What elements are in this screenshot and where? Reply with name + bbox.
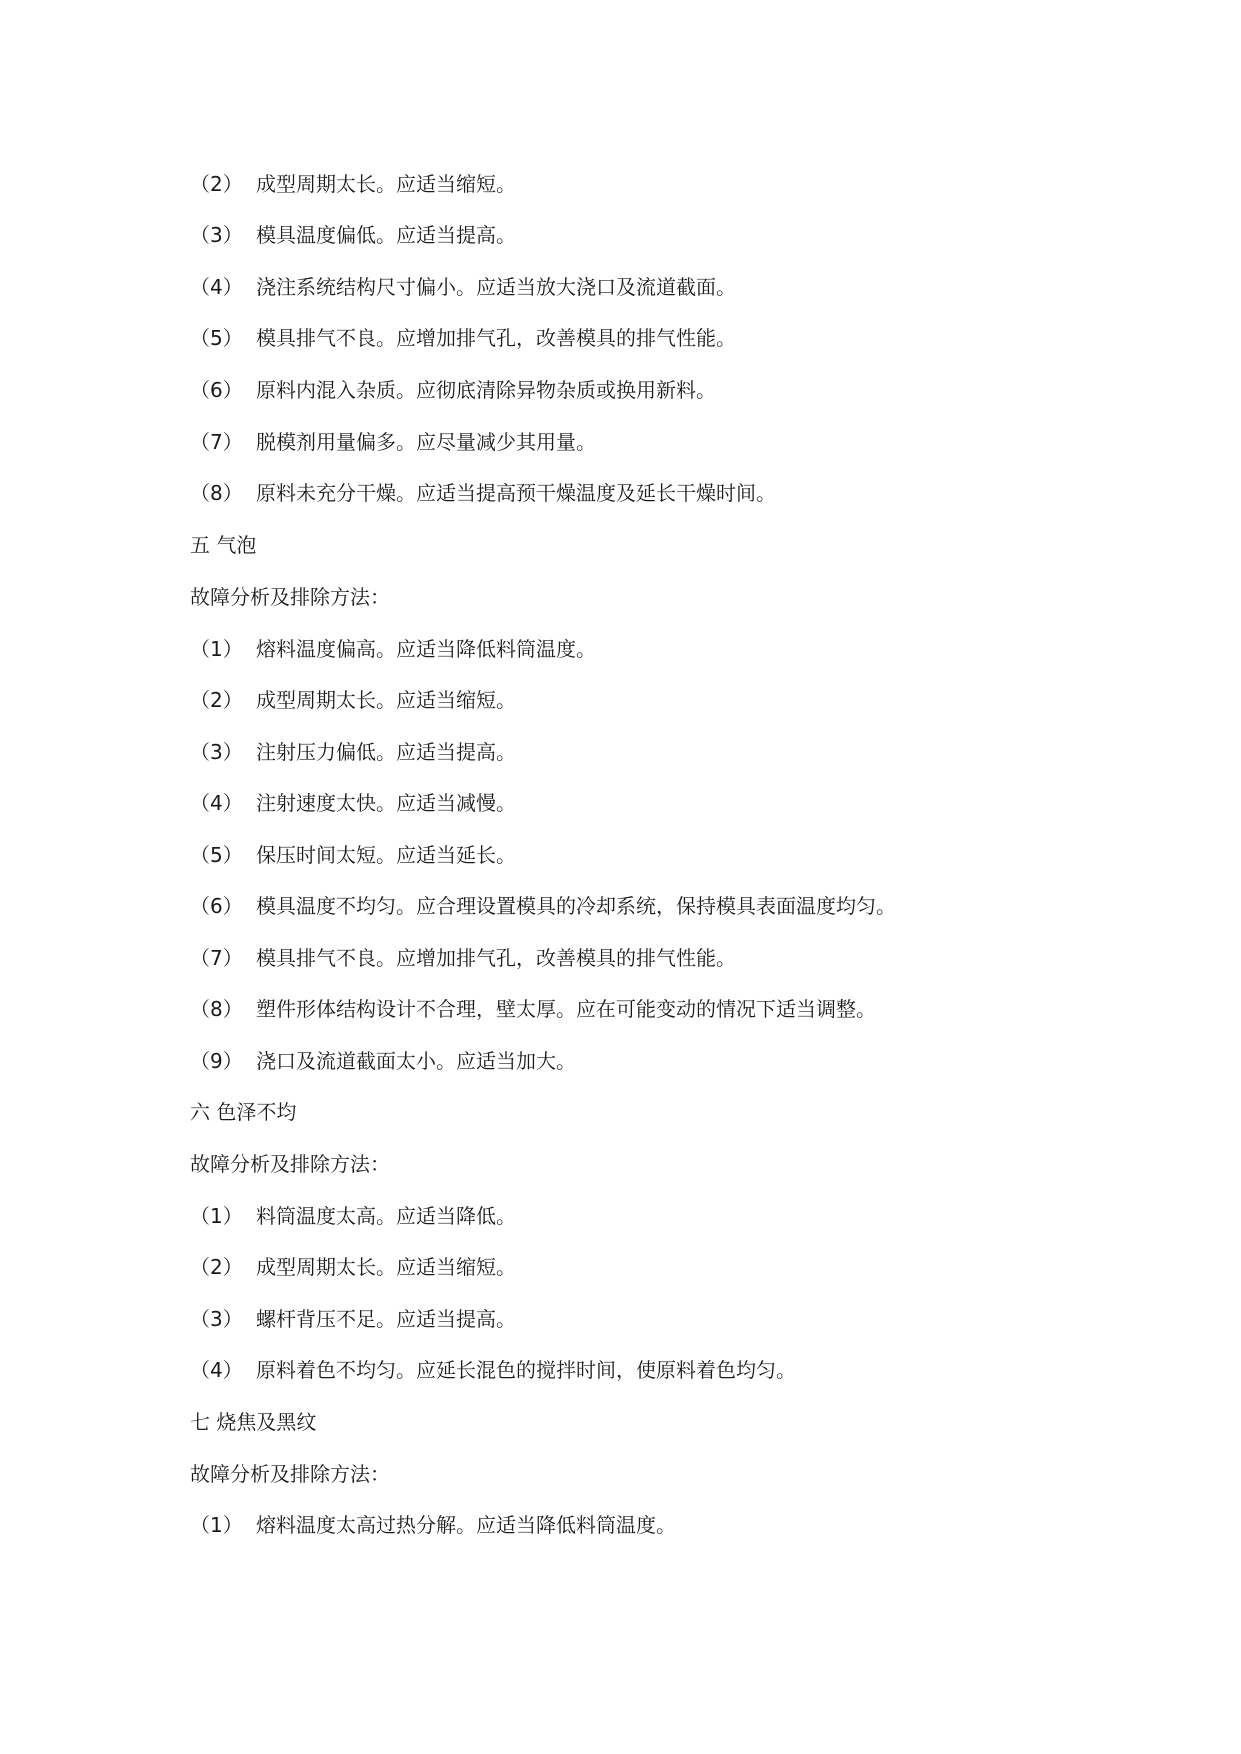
list-item [190,945,736,971]
item-number: （3） [190,740,243,764]
list-item [190,274,736,300]
list-item [190,1357,796,1383]
item-number: （5） [190,843,243,867]
item-text: 浇口及流道截面太小。应适当加大。 [256,1049,576,1073]
list-item [190,222,516,248]
item-text: 注射压力偏低。应适当提高。 [256,740,516,764]
list-item [190,429,596,455]
item-number: （4） [190,1358,243,1382]
section-heading: 五 气泡 [190,533,257,557]
list-item [190,842,516,868]
item-number: （9） [190,1049,243,1073]
list-item [190,377,716,403]
item-number: （4） [190,275,243,299]
item-number: （1） [190,1204,243,1228]
item-number: （6） [190,378,243,402]
item-number: （7） [190,430,243,454]
item-text: 模具排气不良。应增加排气孔，改善模具的排气性能。 [256,326,736,350]
section-intro: 故障分析及排除方法： [190,1152,390,1176]
item-text: 模具排气不良。应增加排气孔，改善模具的排气性能。 [256,946,736,970]
item-number: （2） [190,1255,243,1279]
item-text: 螺杆背压不足。应适当提高。 [256,1307,516,1331]
list-item [190,1048,576,1074]
list-item [190,171,516,197]
item-text: 熔料温度太高过热分解。应适当降低料筒温度。 [256,1513,676,1537]
item-text: 原料着色不均匀。应延长混色的搅拌时间，使原料着色均匀。 [256,1358,796,1382]
item-text: 成型周期太长。应适当缩短。 [256,688,516,712]
list-item [190,480,776,506]
item-number: （1） [190,1513,243,1537]
item-number: （4） [190,791,243,815]
list-item [190,790,516,816]
list-item [190,1512,676,1538]
item-text: 成型周期太长。应适当缩短。 [256,172,516,196]
list-item [190,636,596,662]
list-item [190,1203,516,1229]
item-text: 原料内混入杂质。应彻底清除异物杂质或换用新料。 [256,378,716,402]
item-number: （3） [190,1307,243,1331]
item-text: 原料未充分干燥。应适当提高预干燥温度及延长干燥时间。 [256,481,776,505]
item-text: 脱模剂用量偏多。应尽量减少其用量。 [256,430,596,454]
list-item [190,996,876,1022]
item-number: （7） [190,946,243,970]
list-item [190,739,516,765]
section-intro: 故障分析及排除方法： [190,585,390,609]
item-number: （8） [190,997,243,1021]
item-text: 模具温度不均匀。应合理设置模具的冷却系统，保持模具表面温度均匀。 [256,894,896,918]
item-number: （2） [190,688,243,712]
list-item [190,325,736,351]
list-item [190,1254,516,1280]
item-number: （1） [190,637,243,661]
item-text: 料筒温度太高。应适当降低。 [256,1204,516,1228]
list-item [190,687,516,713]
item-number: （8） [190,481,243,505]
section-heading: 七 烧焦及黑纹 [190,1410,317,1434]
list-item [190,1306,516,1332]
list-item [190,893,896,919]
item-number: （3） [190,223,243,247]
item-text: 模具温度偏低。应适当提高。 [256,223,516,247]
item-number: （6） [190,894,243,918]
item-number: （2） [190,172,243,196]
item-text: 熔料温度偏高。应适当降低料筒温度。 [256,637,596,661]
item-text: 浇注系统结构尺寸偏小。应适当放大浇口及流道截面。 [256,275,736,299]
section-intro: 故障分析及排除方法： [190,1462,390,1486]
item-number: （5） [190,326,243,350]
section-heading: 六 色泽不均 [190,1100,297,1124]
item-text: 成型周期太长。应适当缩短。 [256,1255,516,1279]
item-text: 注射速度太快。应适当减慢。 [256,791,516,815]
item-text: 塑件形体结构设计不合理，壁太厚。应在可能变动的情况下适当调整。 [256,997,876,1021]
item-text: 保压时间太短。应适当延长。 [256,843,516,867]
